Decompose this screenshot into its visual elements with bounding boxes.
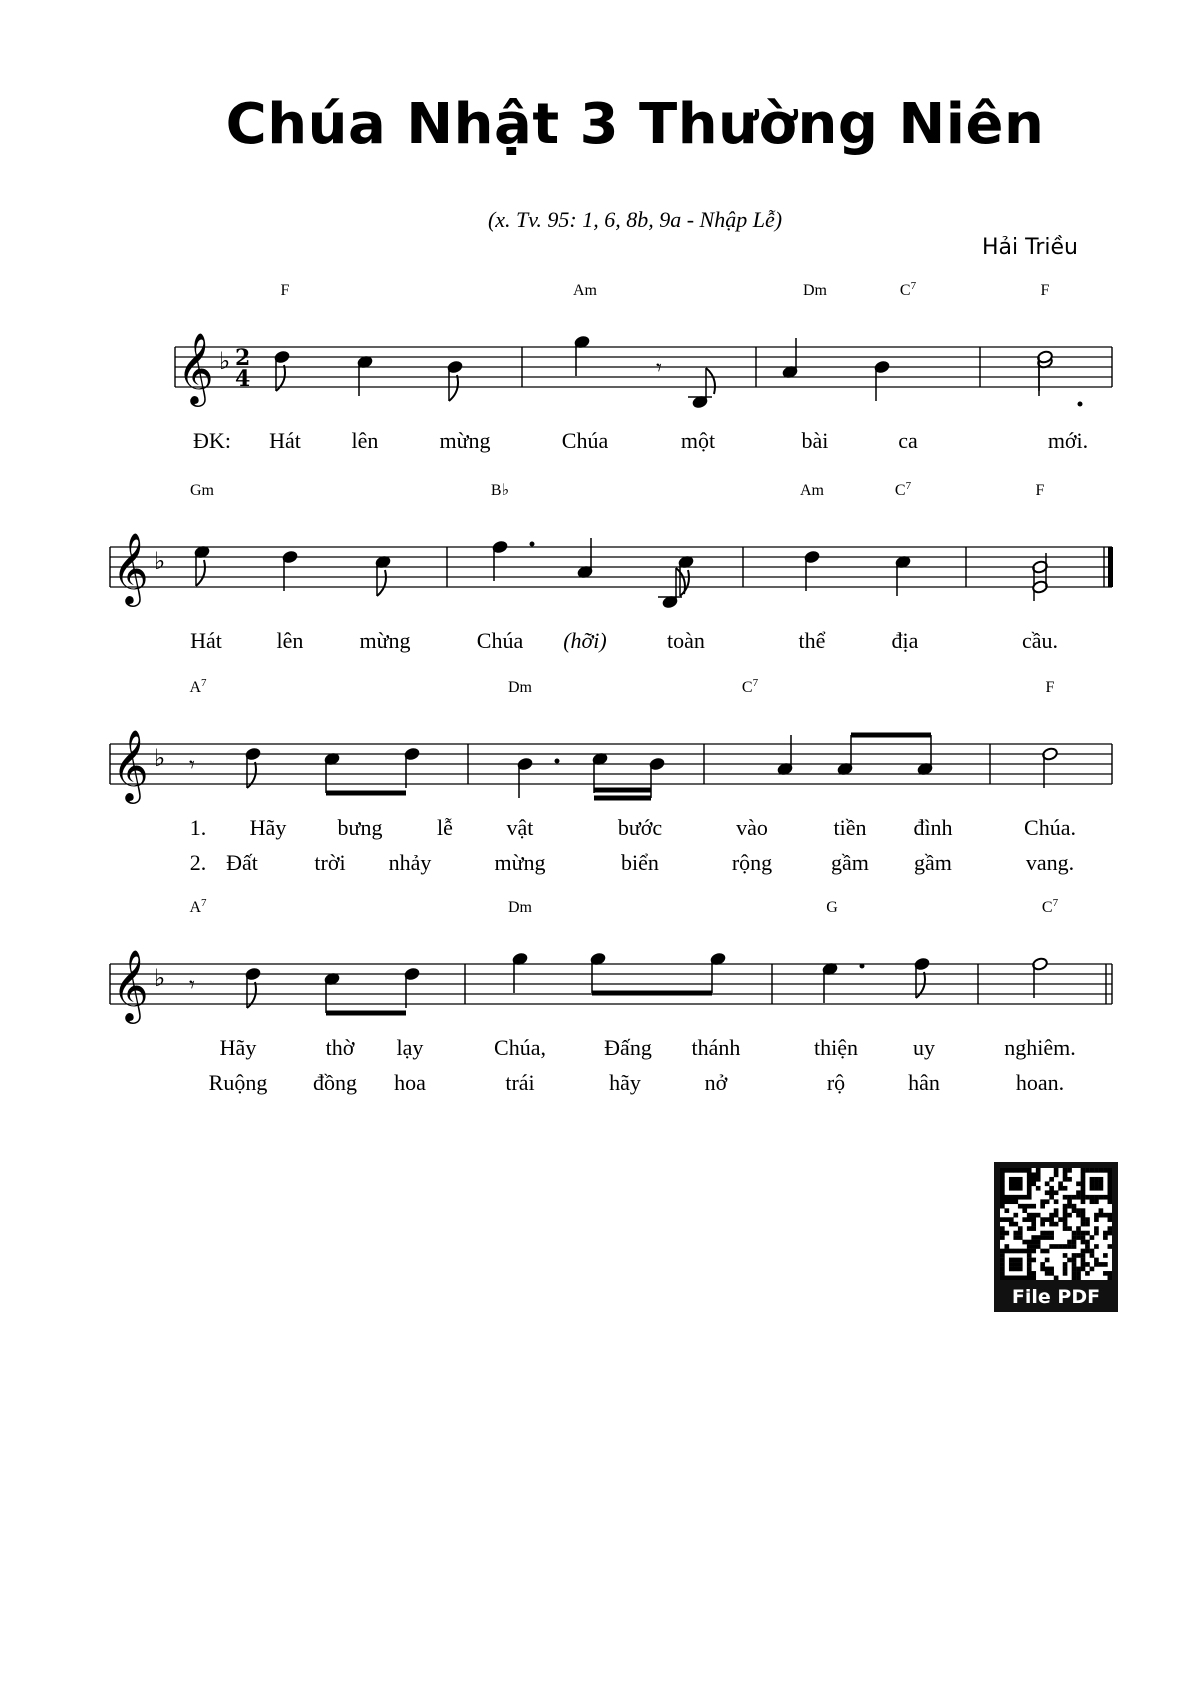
note <box>517 757 534 798</box>
note <box>189 753 195 778</box>
flat-key-signature-icon: ♭ <box>154 744 166 772</box>
eighth-rest-icon: 𝄾 <box>656 356 662 381</box>
lyric-syllable: 1. <box>189 815 207 840</box>
note <box>895 555 912 596</box>
treble-clef-icon: 𝄞 <box>112 948 149 1021</box>
lyric-syllable: lên <box>351 428 379 453</box>
note <box>917 735 934 776</box>
note <box>592 752 609 793</box>
lyric-syllable: Chúa <box>561 428 609 453</box>
lyric-syllable: bưng <box>337 815 383 840</box>
note <box>245 967 262 1008</box>
chord-symbol: Gm <box>190 482 214 499</box>
lyric-syllable: Hãy <box>249 815 287 840</box>
augmentation-dot <box>1078 402 1083 407</box>
lyric-syllable: 2. <box>189 850 207 875</box>
note <box>658 568 685 609</box>
lyric-syllable: đình <box>913 815 953 840</box>
lyric-syllable: mừng <box>359 628 411 653</box>
note <box>678 555 695 596</box>
flat-key-signature-icon: ♭ <box>219 347 231 375</box>
lyric-syllable: toàn <box>667 628 705 653</box>
lyric-syllable: gầm <box>914 850 952 875</box>
lyric-syllable: hân <box>908 1070 940 1095</box>
lyric-syllable: mừng <box>439 428 491 453</box>
staff-system-3 <box>110 677 1112 875</box>
note <box>375 555 392 596</box>
note <box>245 747 262 788</box>
lyric-syllable: biển <box>621 850 659 875</box>
lyric-syllable: bước <box>617 815 663 840</box>
augmentation-dot <box>530 542 535 547</box>
note <box>914 957 931 998</box>
lyric-syllable: mới. <box>1047 428 1089 453</box>
note <box>649 757 666 798</box>
lyric-syllable: hoa <box>394 1070 426 1095</box>
flat-key-signature-icon: ♭ <box>154 964 166 992</box>
note <box>447 360 464 401</box>
lyric-syllable: Hát <box>190 628 222 653</box>
chord-symbol: $C^7$ <box>1041 897 1059 916</box>
lyric-syllable: uy <box>913 1035 935 1060</box>
lyric-syllable: thể <box>798 628 826 653</box>
lyric-syllable: Hát <box>269 428 301 453</box>
note <box>782 338 799 379</box>
lyric-syllable: hãy <box>609 1070 641 1095</box>
lyric-syllable: nghiêm. <box>1004 1035 1076 1060</box>
note <box>837 735 854 776</box>
chord-symbol: $A^7$ <box>189 677 207 696</box>
eighth-rest-icon: 𝄾 <box>189 973 195 998</box>
augmentation-dot <box>860 964 865 969</box>
lyric-syllable: lạy <box>396 1035 424 1060</box>
note <box>1042 747 1059 788</box>
lyric-syllable: rộ <box>826 1070 846 1095</box>
note <box>1032 957 1049 998</box>
qr-code[interactable] <box>994 1162 1118 1312</box>
note <box>492 540 509 581</box>
lyric-syllable: địa <box>891 628 919 653</box>
note <box>822 962 839 1003</box>
lyric-syllable: hoan. <box>1015 1070 1065 1095</box>
treble-clef-icon: 𝄞 <box>112 531 149 604</box>
chord-symbol: Dm <box>508 899 532 916</box>
note <box>189 973 195 998</box>
chord-symbol: Dm <box>803 282 827 299</box>
note <box>274 350 291 391</box>
qr-code-pattern <box>1000 1168 1112 1280</box>
page-title: Chúa Nhật 3 Thường Niên <box>225 92 1045 157</box>
lyric-syllable: vang. <box>1025 850 1075 875</box>
lyric-syllable: mừng <box>494 850 546 875</box>
composer: Hải Triều <box>982 235 1078 260</box>
note <box>357 355 374 396</box>
lyric-syllable: một <box>680 428 716 453</box>
note <box>777 735 794 776</box>
treble-clef-icon: 𝄞 <box>177 331 214 404</box>
staff-system-1 <box>175 280 1112 453</box>
note <box>804 550 821 591</box>
note <box>404 967 421 1008</box>
lyric-syllable: thờ <box>325 1035 355 1060</box>
lyric-syllable: bài <box>801 428 829 453</box>
lyric-syllable: Đất <box>226 850 258 875</box>
note <box>324 972 341 1013</box>
qr-label: File PDF <box>1011 1286 1101 1308</box>
note-flag <box>706 368 715 394</box>
note-flag <box>196 560 205 586</box>
chord-symbol: Dm <box>508 679 532 696</box>
lyric-syllable: lễ <box>437 815 453 840</box>
lyric-syllable: ca <box>898 428 918 453</box>
note <box>577 538 594 579</box>
lyric-syllable: vào <box>736 815 768 840</box>
time-signature-bottom: 4 <box>235 366 251 392</box>
treble-clef-icon: 𝄞 <box>112 728 149 801</box>
lyric-syllable: đồng <box>313 1070 357 1095</box>
note <box>710 952 727 993</box>
note <box>688 368 715 409</box>
chord-symbol: F <box>1040 282 1050 299</box>
staff-system-4 <box>110 897 1112 1095</box>
augmentation-dot <box>555 759 560 764</box>
chord-symbol: $C^7$ <box>894 480 912 499</box>
lyric-syllable: thánh <box>691 1035 741 1060</box>
chord-symbol: F <box>1045 679 1055 696</box>
note <box>512 952 529 993</box>
note <box>404 747 421 788</box>
lyric-syllable: trời <box>314 850 346 875</box>
note <box>574 335 591 376</box>
note-flag <box>377 570 386 596</box>
chord-symbol: B♭ <box>490 482 510 499</box>
lyric-syllable: Đấng <box>604 1035 652 1060</box>
chord-symbol: Am <box>800 482 824 499</box>
chord-symbol: $C^7$ <box>899 280 917 299</box>
lyric-syllable: Chúa. <box>1024 815 1076 840</box>
lyric-syllable: tiền <box>833 815 867 840</box>
lyric-syllable: thiện <box>814 1035 858 1060</box>
chord-symbol: $A^7$ <box>189 897 207 916</box>
lyric-syllable: lên <box>276 628 304 653</box>
lyric-syllable: ĐK: <box>193 428 231 453</box>
eighth-rest-icon: 𝄾 <box>189 753 195 778</box>
lyric-syllable: Hãy <box>219 1035 257 1060</box>
lyric-syllable: Ruộng <box>208 1070 268 1095</box>
lyric-syllable: nhảy <box>388 850 432 875</box>
lyric-syllable: gầm <box>831 850 869 875</box>
lyric-syllable: cầu. <box>1021 628 1059 653</box>
chord-symbol: F <box>280 282 290 299</box>
note <box>282 550 299 591</box>
lyric-syllable: (hỡi) <box>563 628 607 653</box>
chord-symbol: Am <box>573 282 597 299</box>
note <box>590 952 607 993</box>
note <box>194 545 211 586</box>
flat-key-signature-icon: ♭ <box>154 547 166 575</box>
chord-symbol: $C^7$ <box>741 677 759 696</box>
staff-system-2 <box>110 480 1113 653</box>
lyric-syllable: Chúa <box>476 628 524 653</box>
chord-symbol: G <box>826 899 838 916</box>
time-signature-top: 2 <box>235 345 251 371</box>
lyric-syllable: nở <box>704 1070 728 1095</box>
note <box>1037 350 1054 391</box>
note <box>656 356 662 381</box>
lyric-syllable: rộng <box>731 850 773 875</box>
lyric-syllable: Chúa, <box>494 1035 546 1060</box>
lyric-syllable: vật <box>506 815 534 840</box>
note <box>874 360 891 401</box>
final-barline <box>1108 547 1113 587</box>
chord-symbol: F <box>1035 482 1045 499</box>
note-flag <box>449 375 458 401</box>
note <box>324 752 341 793</box>
subtitle: (x. Tv. 95: 1, 6, 8b, 9a - Nhập Lễ) <box>487 207 783 232</box>
lyric-syllable: trái <box>505 1070 535 1095</box>
